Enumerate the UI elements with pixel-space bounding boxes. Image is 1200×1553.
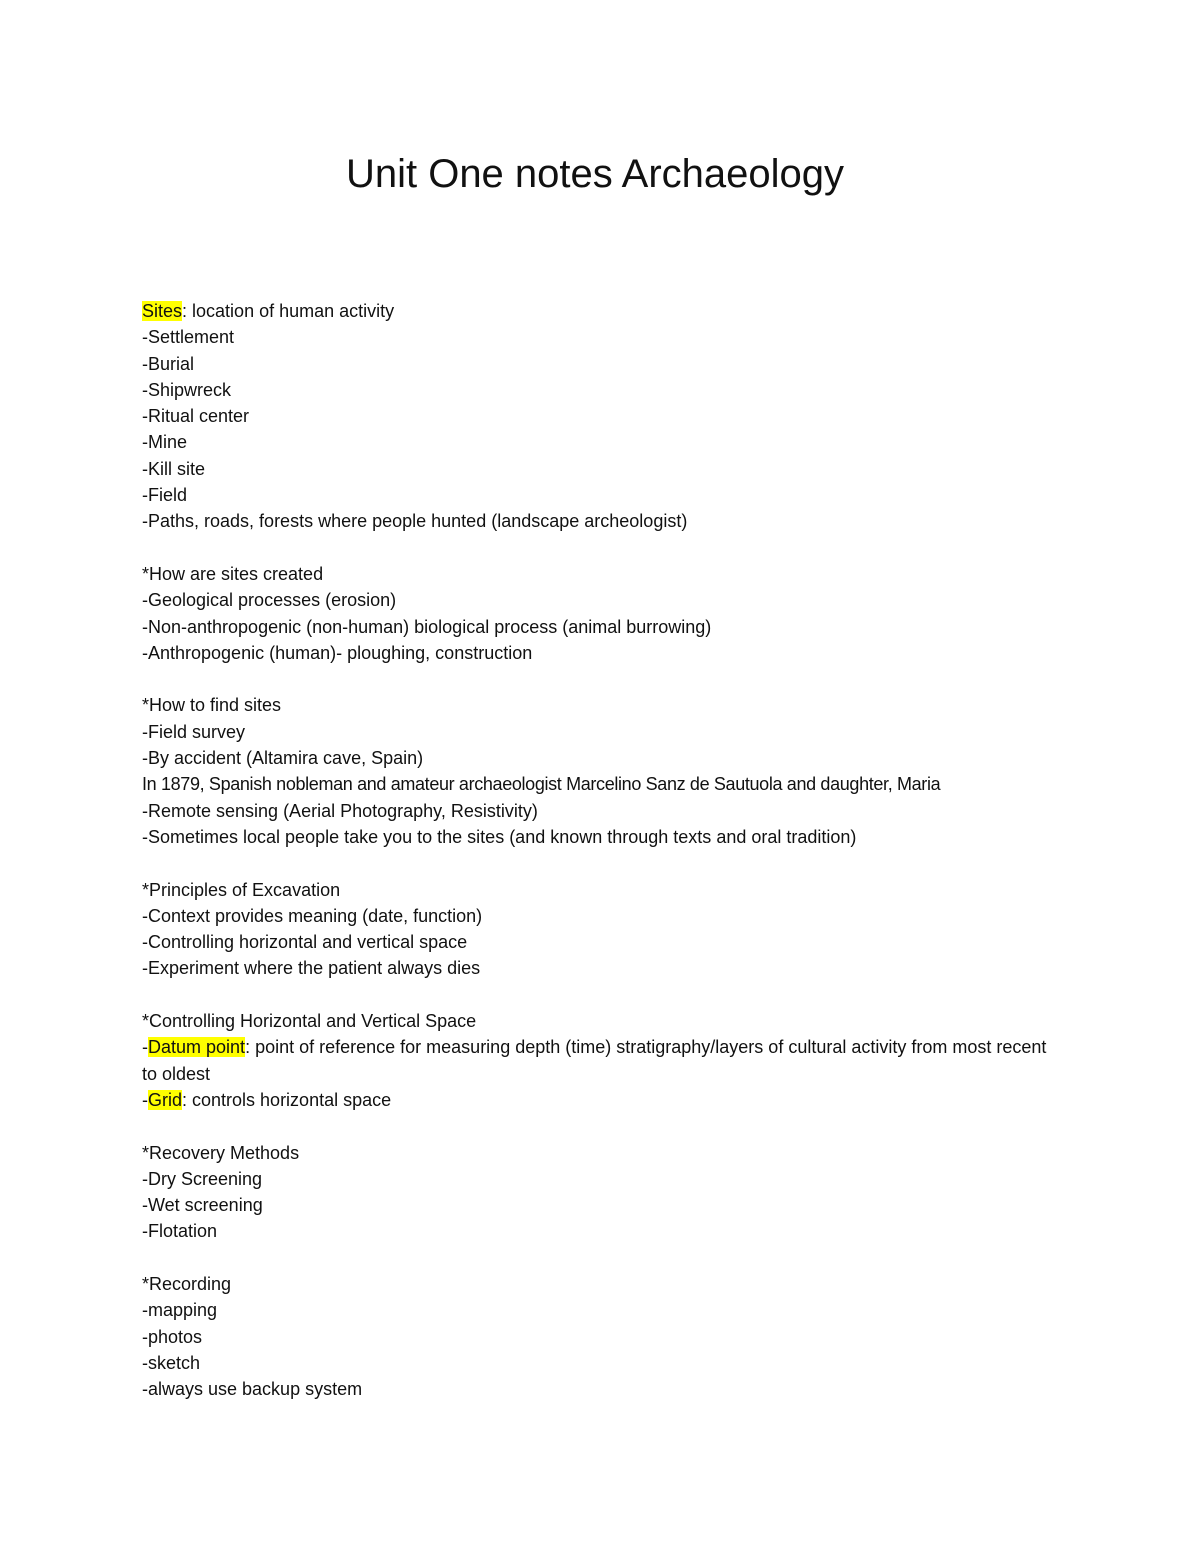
datum-term-highlight: Datum point bbox=[148, 1037, 246, 1058]
list-item: -Burial bbox=[142, 353, 195, 374]
list-item: -Wet screening bbox=[142, 1195, 263, 1216]
list-item: -Experiment where the patient always dies bbox=[142, 958, 481, 979]
list-item: -Anthropogenic (human)- ploughing, construction bbox=[142, 642, 533, 663]
list-item: -Non-anthropogenic (non-human) biological process (animal burrowing) bbox=[142, 616, 712, 637]
datum-definition: : point of reference for measuring depth (time) stratigraphy/layers of cultural activity from most recent to oldest bbox=[142, 1037, 1047, 1084]
list-item: -Kill site bbox=[142, 458, 206, 479]
section-heading-controlling: *Controlling Horizontal and Vertical Space bbox=[142, 1011, 477, 1032]
list-item: -mapping bbox=[142, 1300, 218, 1321]
section-heading-find: *How to find sites bbox=[142, 695, 282, 716]
list-item: -Remote sensing (Aerial Photography, Resistivity) bbox=[142, 800, 538, 821]
list-item: -sketch bbox=[142, 1352, 201, 1373]
datum-prefix: - bbox=[142, 1037, 148, 1058]
list-item: -Flotation bbox=[142, 1221, 218, 1242]
list-item: -always use backup system bbox=[142, 1379, 363, 1400]
section-heading-principles: *Principles of Excavation bbox=[142, 879, 341, 900]
paragraph-gap bbox=[142, 535, 1082, 561]
grid-prefix: - bbox=[142, 1089, 148, 1110]
list-item: -Settlement bbox=[142, 327, 235, 348]
paragraph-gap bbox=[142, 1113, 1082, 1139]
list-item: -Ritual center bbox=[142, 406, 250, 427]
sites-term-highlight: Sites bbox=[142, 301, 183, 321]
list-item: -Sometimes local people take you to the sites (and known through texts and oral tradition) bbox=[142, 826, 857, 847]
paragraph-gap bbox=[142, 666, 1082, 692]
list-item: -By accident (Altamira cave, Spain) bbox=[142, 748, 424, 769]
sites-definition-line bbox=[142, 298, 1082, 324]
page-title: Unit One notes Archaeology bbox=[345, 152, 845, 196]
list-item: In 1879, Spanish nobleman and amateur archaeologist Marcelino Sanz de Sautuola and daughter, Maria bbox=[142, 774, 941, 795]
list-item: -photos bbox=[142, 1326, 203, 1347]
list-item: -Geological processes (erosion) bbox=[142, 590, 397, 611]
notes-body bbox=[142, 298, 1082, 1402]
list-item: -Dry Screening bbox=[142, 1168, 263, 1189]
list-item: -Field bbox=[142, 485, 188, 506]
sites-definition: : location of human activity bbox=[182, 301, 395, 321]
section-heading-recovery: *Recovery Methods bbox=[142, 1142, 300, 1163]
paragraph-gap bbox=[142, 1245, 1082, 1271]
list-item: -Controlling horizontal and vertical space bbox=[142, 932, 468, 953]
datum-point-line bbox=[142, 1034, 1052, 1087]
list-item: -Shipwreck bbox=[142, 379, 232, 400]
list-item: -Paths, roads, forests where people hunted (landscape archeologist) bbox=[142, 511, 688, 532]
paragraph-gap bbox=[142, 982, 1082, 1008]
section-heading-recording: *Recording bbox=[142, 1273, 232, 1294]
section-heading-created: *How are sites created bbox=[142, 563, 324, 584]
grid-definition: : controls horizontal space bbox=[182, 1089, 392, 1110]
list-item: -Context provides meaning (date, function) bbox=[142, 905, 483, 926]
grid-term-highlight: Grid bbox=[148, 1089, 183, 1110]
list-item: -Mine bbox=[142, 432, 188, 453]
paragraph-gap bbox=[142, 850, 1082, 876]
grid-line bbox=[142, 1087, 1082, 1113]
list-item: -Field survey bbox=[142, 721, 246, 742]
